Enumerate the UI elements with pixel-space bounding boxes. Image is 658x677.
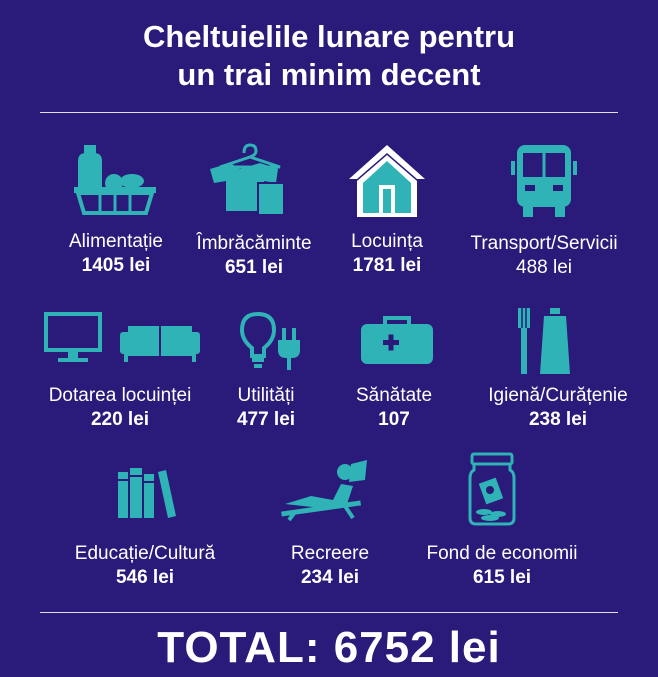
item-value: 477 lei [236,409,296,430]
item-value: 1405 lei [81,255,151,276]
bus-icon [511,143,577,219]
lounger-reading-icon [281,460,375,522]
item-value: 220 lei [90,409,150,430]
item-dotarea-locuintei [30,384,210,432]
item-imbracaminte [179,232,329,280]
computer-sofa-icon [44,312,200,364]
item-label: Transport/Servicii [470,233,618,254]
toothbrush-tube-icon [516,306,574,376]
item-label: Igienă/Curățenie [488,385,628,406]
total: TOTAL: 6752 lei [157,623,501,672]
first-aid-kit-icon [359,316,435,366]
house-icon [347,143,427,219]
item-alimentatie [46,230,186,278]
title-line-1: Cheltuielile lunare pentru [142,19,516,54]
item-label: Recreere [290,543,370,564]
item-value: 1781 lei [352,255,422,276]
item-label: Locuința [351,231,423,252]
item-label: Educație/Cultură [74,543,216,564]
item-label: Utilități [237,385,295,406]
books-icon [116,466,178,520]
top-divider [40,112,618,113]
title-line-2: un trai minim decent [177,57,481,92]
item-label: Alimentație [69,231,163,252]
item-fond-de-economii [404,542,600,590]
item-label: Sănătate [355,385,433,406]
item-label: Îmbrăcăminte [196,233,312,254]
bulb-plug-icon [238,312,302,372]
savings-jar-icon [468,452,516,526]
item-educatie-cultura [52,542,238,590]
item-label: Dotarea locuinței [48,385,192,406]
item-value: 651 lei [224,257,284,278]
item-igiena-curatenie [468,384,648,432]
item-value: 615 lei [472,567,532,588]
item-recreere [270,542,390,590]
item-utilitati [218,384,314,432]
item-sanatate [338,384,450,432]
item-transport-servicii [446,232,642,280]
item-value: 234 lei [300,567,360,588]
clothes-hanger-icon [206,143,292,219]
bottom-divider [40,612,618,613]
item-label: Fond de economii [426,543,578,564]
item-locuinta [331,230,443,278]
item-value: 238 lei [528,409,588,430]
grocery-basket-icon [70,143,160,215]
item-value: 107 [378,409,410,430]
item-value: 546 lei [115,567,175,588]
item-value: 488 lei [516,257,572,278]
page-title [0,18,658,94]
